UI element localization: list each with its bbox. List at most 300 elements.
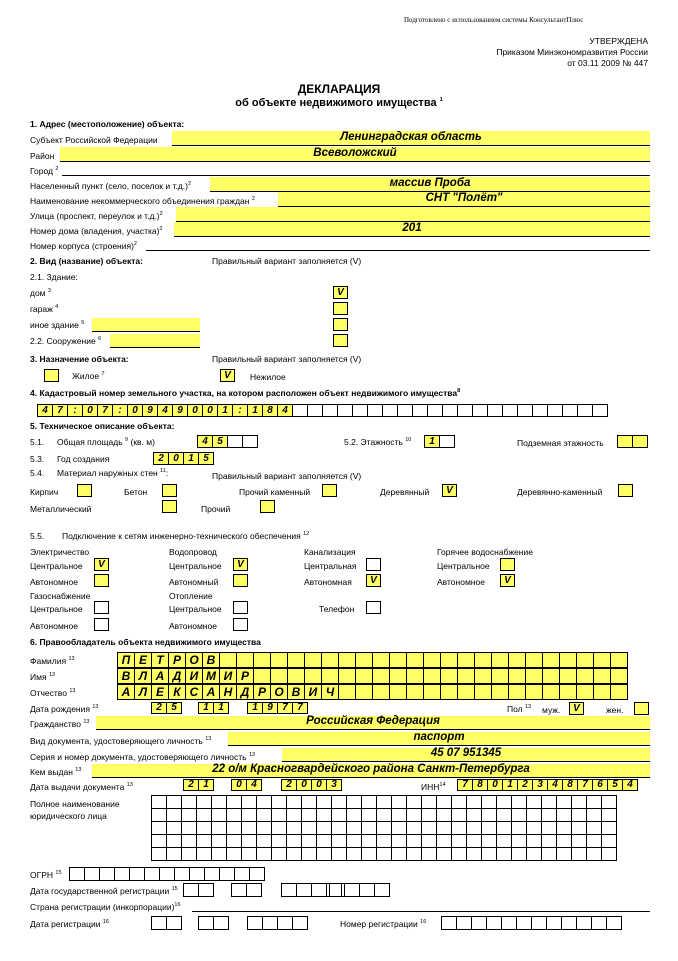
legal-name-cell[interactable]	[571, 847, 587, 861]
legal-name-cell[interactable]	[526, 821, 542, 835]
char-cell[interactable]: 0	[187, 404, 203, 417]
other-building-checkbox[interactable]	[333, 318, 348, 331]
legal-name-cell[interactable]	[241, 834, 257, 848]
char-cell[interactable]	[546, 916, 562, 930]
char-cell[interactable]: 2	[517, 779, 533, 791]
char-cell[interactable]: 7	[277, 702, 293, 714]
legal-name-cell[interactable]	[271, 808, 287, 822]
char-cell[interactable]	[559, 652, 577, 668]
issue-month-cells[interactable]	[232, 779, 262, 791]
legal-name-cell[interactable]	[286, 795, 302, 809]
legal-name-cell[interactable]	[421, 821, 437, 835]
legal-name-cell[interactable]	[421, 847, 437, 861]
char-cell[interactable]	[559, 668, 577, 684]
char-cell[interactable]	[329, 883, 345, 897]
structure-field[interactable]	[110, 334, 200, 348]
char-cell[interactable]	[576, 652, 594, 668]
char-cell[interactable]	[423, 652, 441, 668]
char-cell[interactable]	[457, 404, 473, 417]
char-cell[interactable]: Ч	[321, 684, 339, 700]
legal-name-cell[interactable]	[511, 795, 527, 809]
char-cell[interactable]	[491, 684, 509, 700]
char-cell[interactable]	[561, 916, 577, 930]
char-cell[interactable]	[322, 404, 338, 417]
char-cell[interactable]	[487, 404, 503, 417]
legal-name-cell[interactable]	[571, 821, 587, 835]
char-cell[interactable]	[389, 684, 407, 700]
char-cell[interactable]	[159, 867, 175, 881]
char-cell[interactable]	[559, 684, 577, 700]
char-cell[interactable]: 4	[37, 404, 53, 417]
char-cell[interactable]	[352, 404, 368, 417]
legal-name-cell[interactable]	[271, 847, 287, 861]
legal-name-cell[interactable]	[601, 808, 617, 822]
char-cell[interactable]: О	[185, 652, 203, 668]
legal-name-cell[interactable]	[571, 795, 587, 809]
char-cell[interactable]: 1	[213, 702, 229, 714]
legal-name-cell[interactable]	[451, 847, 467, 861]
legal-name-cell[interactable]	[241, 808, 257, 822]
hotwater-central-checkbox[interactable]	[500, 558, 515, 571]
legal-name-cell[interactable]	[586, 834, 602, 848]
legal-name-cell[interactable]	[376, 821, 392, 835]
char-cell[interactable]	[151, 916, 167, 930]
char-cell[interactable]	[213, 916, 229, 930]
legal-name-cell[interactable]	[466, 847, 482, 861]
char-cell[interactable]	[296, 883, 312, 897]
legal-name-cell[interactable]	[421, 808, 437, 822]
street-field[interactable]	[176, 207, 650, 222]
char-cell[interactable]	[270, 652, 288, 668]
char-cell[interactable]: 0	[231, 779, 247, 791]
char-cell[interactable]: 1	[247, 702, 263, 714]
char-cell[interactable]	[236, 652, 254, 668]
char-cell[interactable]	[307, 404, 323, 417]
char-cell[interactable]: 7	[97, 404, 113, 417]
char-cell[interactable]	[610, 684, 628, 700]
char-cell[interactable]: 1	[247, 404, 263, 417]
reg-date2-day-cells[interactable]	[152, 916, 182, 930]
char-cell[interactable]	[389, 668, 407, 684]
char-cell[interactable]	[502, 404, 518, 417]
char-cell[interactable]	[617, 435, 633, 448]
legal-name-cell[interactable]	[331, 821, 347, 835]
char-cell[interactable]	[281, 883, 297, 897]
char-cell[interactable]	[547, 404, 563, 417]
legal-name-cell[interactable]	[166, 808, 182, 822]
legal-name-grid[interactable]	[152, 795, 617, 861]
legal-name-cell[interactable]	[466, 808, 482, 822]
legal-name-cell[interactable]	[301, 808, 317, 822]
char-cell[interactable]	[338, 684, 356, 700]
legal-name-cell[interactable]	[466, 795, 482, 809]
char-cell[interactable]	[242, 435, 258, 448]
legal-name-cell[interactable]	[466, 834, 482, 848]
legal-name-cell[interactable]	[436, 808, 452, 822]
legal-name-cell[interactable]	[316, 821, 332, 835]
legal-name-cell[interactable]	[316, 795, 332, 809]
char-cell[interactable]: Е	[134, 652, 152, 668]
char-cell[interactable]: 7	[577, 779, 593, 791]
char-cell[interactable]	[231, 883, 247, 897]
legal-name-cell[interactable]	[361, 847, 377, 861]
water-central-checkbox[interactable]: V	[233, 558, 248, 571]
char-cell[interactable]: П	[117, 652, 135, 668]
issue-day-cells[interactable]	[184, 779, 214, 791]
char-cell[interactable]	[359, 883, 375, 897]
char-cell[interactable]	[531, 916, 547, 930]
legal-name-cell[interactable]	[331, 795, 347, 809]
legal-name-cell[interactable]	[256, 821, 272, 835]
legal-name-cell[interactable]	[166, 834, 182, 848]
char-cell[interactable]: И	[219, 668, 237, 684]
char-cell[interactable]	[311, 883, 327, 897]
char-cell[interactable]	[372, 668, 390, 684]
legal-name-cell[interactable]	[256, 808, 272, 822]
char-cell[interactable]: 3	[532, 779, 548, 791]
legal-name-cell[interactable]	[526, 808, 542, 822]
legal-name-cell[interactable]	[541, 847, 557, 861]
reg-date2-month-cells[interactable]	[199, 916, 229, 930]
char-cell[interactable]	[491, 652, 509, 668]
reg-date-day-cells[interactable]	[184, 883, 214, 897]
char-cell[interactable]	[440, 652, 458, 668]
char-cell[interactable]	[606, 916, 622, 930]
char-cell[interactable]	[69, 867, 85, 881]
legal-name-cell[interactable]	[541, 808, 557, 822]
char-cell[interactable]	[508, 684, 526, 700]
legal-name-cell[interactable]	[541, 795, 557, 809]
legal-name-cell[interactable]	[496, 821, 512, 835]
legal-name-cell[interactable]	[481, 808, 497, 822]
char-cell[interactable]	[517, 404, 533, 417]
char-cell[interactable]: 0	[296, 779, 312, 791]
ogrn-cells[interactable]	[70, 867, 265, 881]
floors-cells[interactable]	[425, 435, 455, 448]
legal-name-cell[interactable]	[511, 847, 527, 861]
legal-name-cell[interactable]	[211, 808, 227, 822]
char-cell[interactable]	[292, 404, 308, 417]
legal-name-cell[interactable]	[556, 847, 572, 861]
char-cell[interactable]: 0	[311, 779, 327, 791]
char-cell[interactable]	[593, 684, 611, 700]
char-cell[interactable]	[355, 668, 373, 684]
char-cell[interactable]	[287, 652, 305, 668]
char-cell[interactable]	[174, 867, 190, 881]
legal-name-cell[interactable]	[556, 795, 572, 809]
char-cell[interactable]: В	[202, 652, 220, 668]
legal-name-cell[interactable]	[376, 808, 392, 822]
metal-checkbox[interactable]	[162, 500, 177, 513]
legal-name-cell[interactable]	[226, 847, 242, 861]
legal-name-cell[interactable]	[226, 795, 242, 809]
legal-name-cell[interactable]	[511, 808, 527, 822]
legal-name-cell[interactable]	[436, 795, 452, 809]
char-cell[interactable]	[576, 684, 594, 700]
legal-name-cell[interactable]	[301, 847, 317, 861]
char-cell[interactable]	[440, 668, 458, 684]
legal-name-cell[interactable]	[181, 808, 197, 822]
legal-name-cell[interactable]	[256, 847, 272, 861]
char-cell[interactable]: Р	[253, 684, 271, 700]
char-cell[interactable]	[219, 867, 235, 881]
char-cell[interactable]	[227, 435, 243, 448]
area-cells[interactable]	[198, 435, 258, 448]
char-cell[interactable]	[501, 916, 517, 930]
legal-name-cell[interactable]	[241, 847, 257, 861]
legal-name-cell[interactable]	[376, 795, 392, 809]
char-cell[interactable]: Р	[168, 652, 186, 668]
woodstone-checkbox[interactable]	[618, 484, 633, 497]
legal-name-cell[interactable]	[346, 834, 362, 848]
brick-checkbox[interactable]	[77, 484, 92, 497]
legal-name-cell[interactable]	[301, 795, 317, 809]
legal-name-cell[interactable]	[361, 795, 377, 809]
legal-name-cell[interactable]	[481, 795, 497, 809]
char-cell[interactable]	[262, 916, 278, 930]
legal-name-cell[interactable]	[211, 795, 227, 809]
underground-cells[interactable]	[618, 435, 648, 448]
char-cell[interactable]: К	[168, 684, 186, 700]
char-cell[interactable]: 5	[166, 702, 182, 714]
char-cell[interactable]	[374, 883, 390, 897]
char-cell[interactable]	[427, 404, 443, 417]
char-cell[interactable]	[99, 867, 115, 881]
legal-name-cell[interactable]	[376, 834, 392, 848]
char-cell[interactable]	[406, 668, 424, 684]
legal-name-cell[interactable]	[496, 808, 512, 822]
char-cell[interactable]: 1	[183, 452, 199, 465]
char-cell[interactable]	[442, 404, 458, 417]
char-cell[interactable]: 0	[168, 452, 184, 465]
char-cell[interactable]: 1	[198, 779, 214, 791]
char-cell[interactable]	[457, 652, 475, 668]
char-cell[interactable]	[183, 883, 199, 897]
legal-name-cell[interactable]	[586, 821, 602, 835]
legal-name-cell[interactable]	[361, 808, 377, 822]
legal-name-cell[interactable]	[481, 847, 497, 861]
legal-name-cell[interactable]	[256, 795, 272, 809]
char-cell[interactable]: Л	[134, 668, 152, 684]
legal-name-cell[interactable]	[541, 821, 557, 835]
legal-name-cell[interactable]	[526, 847, 542, 861]
char-cell[interactable]	[491, 668, 509, 684]
legal-name-cell[interactable]	[241, 795, 257, 809]
char-cell[interactable]: И	[304, 684, 322, 700]
char-cell[interactable]	[632, 435, 648, 448]
char-cell[interactable]: 7	[52, 404, 68, 417]
legal-name-cell[interactable]	[571, 808, 587, 822]
char-cell[interactable]	[576, 916, 592, 930]
legal-name-cell[interactable]	[481, 834, 497, 848]
char-cell[interactable]	[610, 652, 628, 668]
char-cell[interactable]: 5	[212, 435, 228, 448]
legal-name-cell[interactable]	[586, 808, 602, 822]
char-cell[interactable]	[204, 867, 220, 881]
char-cell[interactable]	[542, 684, 560, 700]
char-cell[interactable]	[457, 668, 475, 684]
char-cell[interactable]: 6	[592, 779, 608, 791]
char-cell[interactable]: 2	[281, 779, 297, 791]
reg-date2-year-cells[interactable]	[248, 916, 308, 930]
legal-name-cell[interactable]	[196, 847, 212, 861]
char-cell[interactable]	[406, 684, 424, 700]
residential-checkbox[interactable]	[44, 369, 59, 382]
legal-name-cell[interactable]	[346, 847, 362, 861]
legal-name-cell[interactable]	[451, 808, 467, 822]
char-cell[interactable]	[423, 684, 441, 700]
char-cell[interactable]	[144, 867, 160, 881]
char-cell[interactable]	[249, 867, 265, 881]
legal-name-cell[interactable]	[436, 847, 452, 861]
reg-date-month-cells[interactable]	[232, 883, 262, 897]
char-cell[interactable]	[457, 684, 475, 700]
legal-name-cell[interactable]	[601, 847, 617, 861]
legal-name-cell[interactable]	[196, 834, 212, 848]
char-cell[interactable]: В	[117, 668, 135, 684]
char-cell[interactable]: 1	[198, 702, 214, 714]
char-cell[interactable]	[246, 883, 262, 897]
char-cell[interactable]: 0	[127, 404, 143, 417]
char-cell[interactable]	[610, 668, 628, 684]
char-cell[interactable]	[253, 668, 271, 684]
gas-auto-checkbox[interactable]	[94, 618, 109, 631]
char-cell[interactable]	[456, 916, 472, 930]
legal-name-cell[interactable]	[226, 821, 242, 835]
sewer-central-checkbox[interactable]	[366, 558, 381, 571]
legal-name-cell[interactable]	[151, 795, 167, 809]
legal-name-cell[interactable]	[196, 808, 212, 822]
char-cell[interactable]	[344, 883, 360, 897]
char-cell[interactable]	[189, 867, 205, 881]
elec-central-checkbox[interactable]: V	[94, 558, 109, 571]
patronymic-cells[interactable]	[118, 684, 628, 700]
char-cell[interactable]	[166, 916, 182, 930]
water-auto-checkbox[interactable]	[233, 574, 248, 587]
legal-name-cell[interactable]	[271, 795, 287, 809]
char-cell[interactable]: В	[287, 684, 305, 700]
issue-year-cells[interactable]	[282, 779, 342, 791]
char-cell[interactable]	[321, 668, 339, 684]
legal-name-cell[interactable]	[406, 808, 422, 822]
char-cell[interactable]	[397, 404, 413, 417]
char-cell[interactable]: 4	[197, 435, 213, 448]
legal-name-cell[interactable]	[331, 834, 347, 848]
legal-name-cell[interactable]	[316, 808, 332, 822]
legal-name-cell[interactable]	[406, 821, 422, 835]
char-cell[interactable]	[562, 404, 578, 417]
char-cell[interactable]	[321, 652, 339, 668]
legal-name-cell[interactable]	[361, 834, 377, 848]
char-cell[interactable]: 0	[487, 779, 503, 791]
char-cell[interactable]	[577, 404, 593, 417]
legal-name-cell[interactable]	[286, 847, 302, 861]
char-cell[interactable]: 8	[262, 404, 278, 417]
char-cell[interactable]	[277, 916, 293, 930]
legal-name-cell[interactable]	[391, 834, 407, 848]
char-cell[interactable]: 3	[326, 779, 342, 791]
char-cell[interactable]	[114, 867, 130, 881]
char-cell[interactable]: М	[202, 668, 220, 684]
city-field[interactable]	[62, 175, 650, 176]
char-cell[interactable]: А	[117, 684, 135, 700]
legal-name-cell[interactable]	[166, 847, 182, 861]
char-cell[interactable]	[372, 652, 390, 668]
legal-name-cell[interactable]	[436, 821, 452, 835]
legal-name-cell[interactable]	[286, 834, 302, 848]
legal-name-cell[interactable]	[406, 847, 422, 861]
char-cell[interactable]	[593, 652, 611, 668]
char-cell[interactable]	[292, 916, 308, 930]
legal-name-cell[interactable]	[211, 821, 227, 835]
house-type-checkbox[interactable]: V	[333, 286, 348, 299]
char-cell[interactable]: А	[202, 684, 220, 700]
legal-name-cell[interactable]	[511, 834, 527, 848]
legal-name-cell[interactable]	[586, 795, 602, 809]
legal-name-cell[interactable]	[331, 847, 347, 861]
legal-name-cell[interactable]	[151, 821, 167, 835]
char-cell[interactable]: 1	[502, 779, 518, 791]
legal-name-cell[interactable]	[301, 834, 317, 848]
char-cell[interactable]	[423, 668, 441, 684]
legal-name-cell[interactable]	[556, 808, 572, 822]
legal-name-cell[interactable]	[376, 847, 392, 861]
char-cell[interactable]: 5	[198, 452, 214, 465]
char-cell[interactable]: 4	[622, 779, 638, 791]
char-cell[interactable]	[486, 916, 502, 930]
char-cell[interactable]	[219, 652, 237, 668]
sewer-auto-checkbox[interactable]: V	[366, 574, 381, 587]
char-cell[interactable]: Д	[168, 668, 186, 684]
char-cell[interactable]: 1	[217, 404, 233, 417]
char-cell[interactable]	[367, 404, 383, 417]
char-cell[interactable]	[472, 404, 488, 417]
hotwater-auto-checkbox[interactable]: V	[500, 574, 515, 587]
reg-number-cells[interactable]	[442, 916, 622, 930]
char-cell[interactable]: :	[232, 404, 248, 417]
char-cell[interactable]: 2	[153, 452, 169, 465]
phone-checkbox[interactable]	[366, 601, 381, 614]
char-cell[interactable]: А	[151, 668, 169, 684]
legal-name-cell[interactable]	[256, 834, 272, 848]
legal-name-cell[interactable]	[286, 821, 302, 835]
char-cell[interactable]: 7	[457, 779, 473, 791]
legal-name-cell[interactable]	[211, 834, 227, 848]
char-cell[interactable]	[471, 916, 487, 930]
heat-auto-checkbox[interactable]	[233, 618, 248, 631]
char-cell[interactable]	[304, 652, 322, 668]
legal-name-cell[interactable]	[481, 821, 497, 835]
legal-name-cell[interactable]	[316, 834, 332, 848]
char-cell[interactable]: :	[67, 404, 83, 417]
legal-name-cell[interactable]	[226, 834, 242, 848]
legal-name-cell[interactable]	[556, 821, 572, 835]
legal-name-cell[interactable]	[526, 834, 542, 848]
legal-name-cell[interactable]	[571, 834, 587, 848]
char-cell[interactable]	[406, 652, 424, 668]
gas-central-checkbox[interactable]	[94, 601, 109, 614]
legal-name-cell[interactable]	[316, 847, 332, 861]
structure-checkbox[interactable]	[333, 334, 348, 347]
legal-name-cell[interactable]	[496, 834, 512, 848]
year-cells[interactable]	[154, 452, 214, 465]
char-cell[interactable]: 4	[277, 404, 293, 417]
legal-name-cell[interactable]	[556, 834, 572, 848]
legal-name-cell[interactable]	[586, 847, 602, 861]
char-cell[interactable]	[542, 668, 560, 684]
legal-name-cell[interactable]	[526, 795, 542, 809]
legal-name-cell[interactable]	[451, 795, 467, 809]
